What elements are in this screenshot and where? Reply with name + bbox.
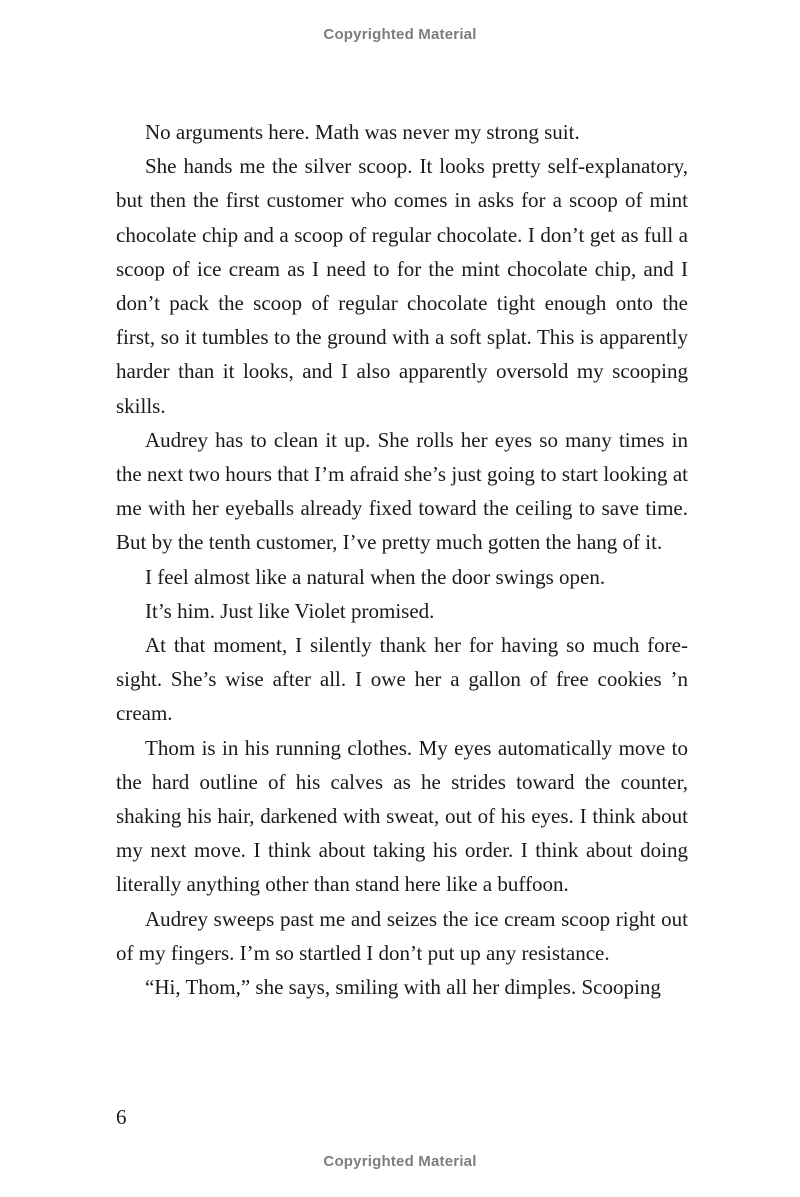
page-body-text bbox=[116, 115, 688, 1004]
paragraph: It’s him. Just like Violet promised. bbox=[145, 598, 435, 623]
paragraph: “Hi, Thom,” she says, smiling with all her dimples. Scooping bbox=[145, 975, 661, 1000]
paragraph: No arguments here. Math was never my strong suit. bbox=[145, 120, 580, 144]
copyright-watermark-bottom: Copyrighted Material bbox=[323, 1153, 477, 1170]
page-number: 6 bbox=[116, 1105, 127, 1129]
paragraph: I feel almost like a natural when the door swings open. bbox=[145, 564, 606, 589]
paragraph: Audrey has to clean it up. She rolls her eyes so many times in the next two hours that I’m afraid she’s just going to start looking at me with her eyeballs already fixed toward the ceiling to save time. But by the tenth customer, I’ve pretty much gotten the hang of it. bbox=[116, 427, 688, 555]
copyright-watermark-top: Copyrighted Material bbox=[323, 26, 477, 43]
paragraph: She hands me the silver scoop. It looks pretty self-explanatory, but then the first customer who comes in asks for a scoop of mint chocolate chip and a scoop of regular chocolate. I don’t get as full a scoop of ice cream as I need to for the mint chocolate chip, and I don’t pack the scoop of regular chocolate tight enough onto the first, so it tumbles to the ground with a soft splat. This is apparently harder than it looks, and I also apparently oversold my scooping skills. bbox=[116, 154, 688, 418]
paragraph: Audrey sweeps past me and seizes the ice cream scoop right out of my fingers. I’m so startled I don’t put up any resistance. bbox=[116, 906, 688, 965]
paragraph: Thom is in his running clothes. My eyes automatically move to the hard outline of his calves as he strides toward the counter, shaking his hair, darkened with sweat, out of his eyes. I think about my next move. I think about taking his order. I think about doing literally anything other than stand here like a buffoon. bbox=[116, 735, 688, 897]
paragraph: At that moment, I silently thank her for having so much foresight. She’s wise after all. I owe her a gallon of free cookies ’n cream. bbox=[116, 633, 688, 726]
